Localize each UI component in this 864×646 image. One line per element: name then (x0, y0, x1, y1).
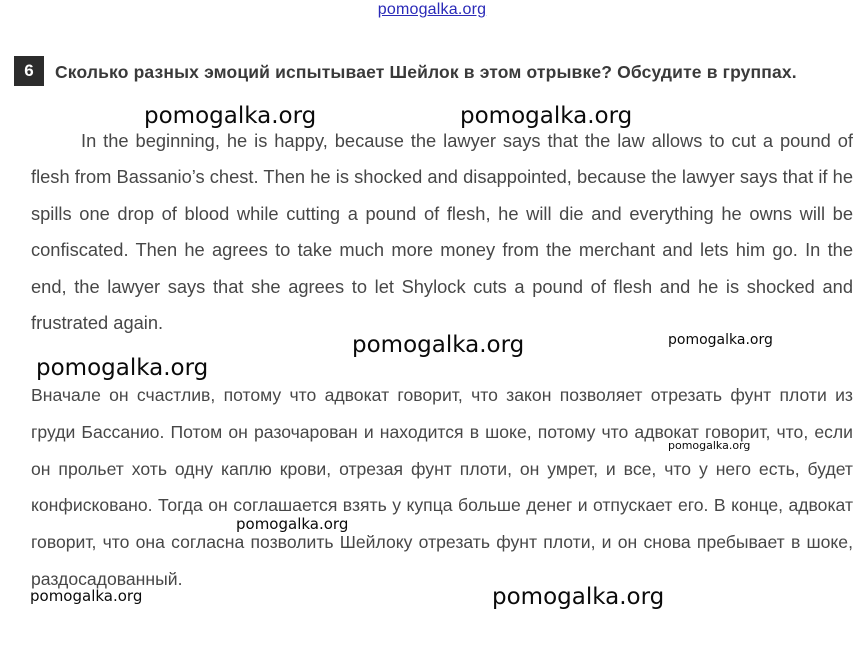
watermark: pomogalka.org (144, 103, 317, 129)
exercise-question: Сколько разных эмоций испытывает Шейлок в этом отрывке? Обсудите в группах. (55, 62, 797, 82)
watermark: pomogalka.org (30, 587, 143, 605)
watermark: pomogalka.org (668, 439, 751, 452)
exercise-number-badge: 6 (14, 56, 44, 86)
answer-english-paragraph: In the beginning, he is happy, because the lawyer says that the law allows to cut a pound of flesh from Bassanio’s chest. Then he is shocked and disappointed, because the lawyer says that if he spills one drop of blood while cutting a pound of flesh, he will die and everything he owns will be confiscated. Then he agrees to take much more money from the merchant and lets him go. In the end, the lawyer says that she agrees to let Shylock cuts a pound of flesh and he is shocked and frustrated again. (31, 130, 853, 334)
watermark: pomogalka.org (460, 103, 633, 129)
watermark: pomogalka.org (352, 332, 525, 358)
watermark: pomogalka.org (492, 584, 665, 610)
site-header-link[interactable]: pomogalka.org (377, 1, 487, 18)
watermark: pomogalka.org (668, 332, 773, 348)
watermark: pomogalka.org (36, 355, 209, 381)
answer-russian-paragraph: Вначале он счастлив, потому что адвокат говорит, что закон позволяет отрезать фунт плоти из груди Бассанио. Потом он разочарован и находится в шоке, потому что адвокат говорит, что, если он прольет хоть одну каплю крови, отрезая фунт плоти, он умрет, и все, что у него есть, будет конфисковано. Тогда он соглашается взять у купца больше денег и отпускает его. В конце, адвокат говорит, что она согласна позволить Шейлоку отрезать фунт плоти, и он снова пребывает в шоке, раздосадованный. (31, 385, 853, 589)
watermark: pomogalka.org (236, 515, 349, 533)
